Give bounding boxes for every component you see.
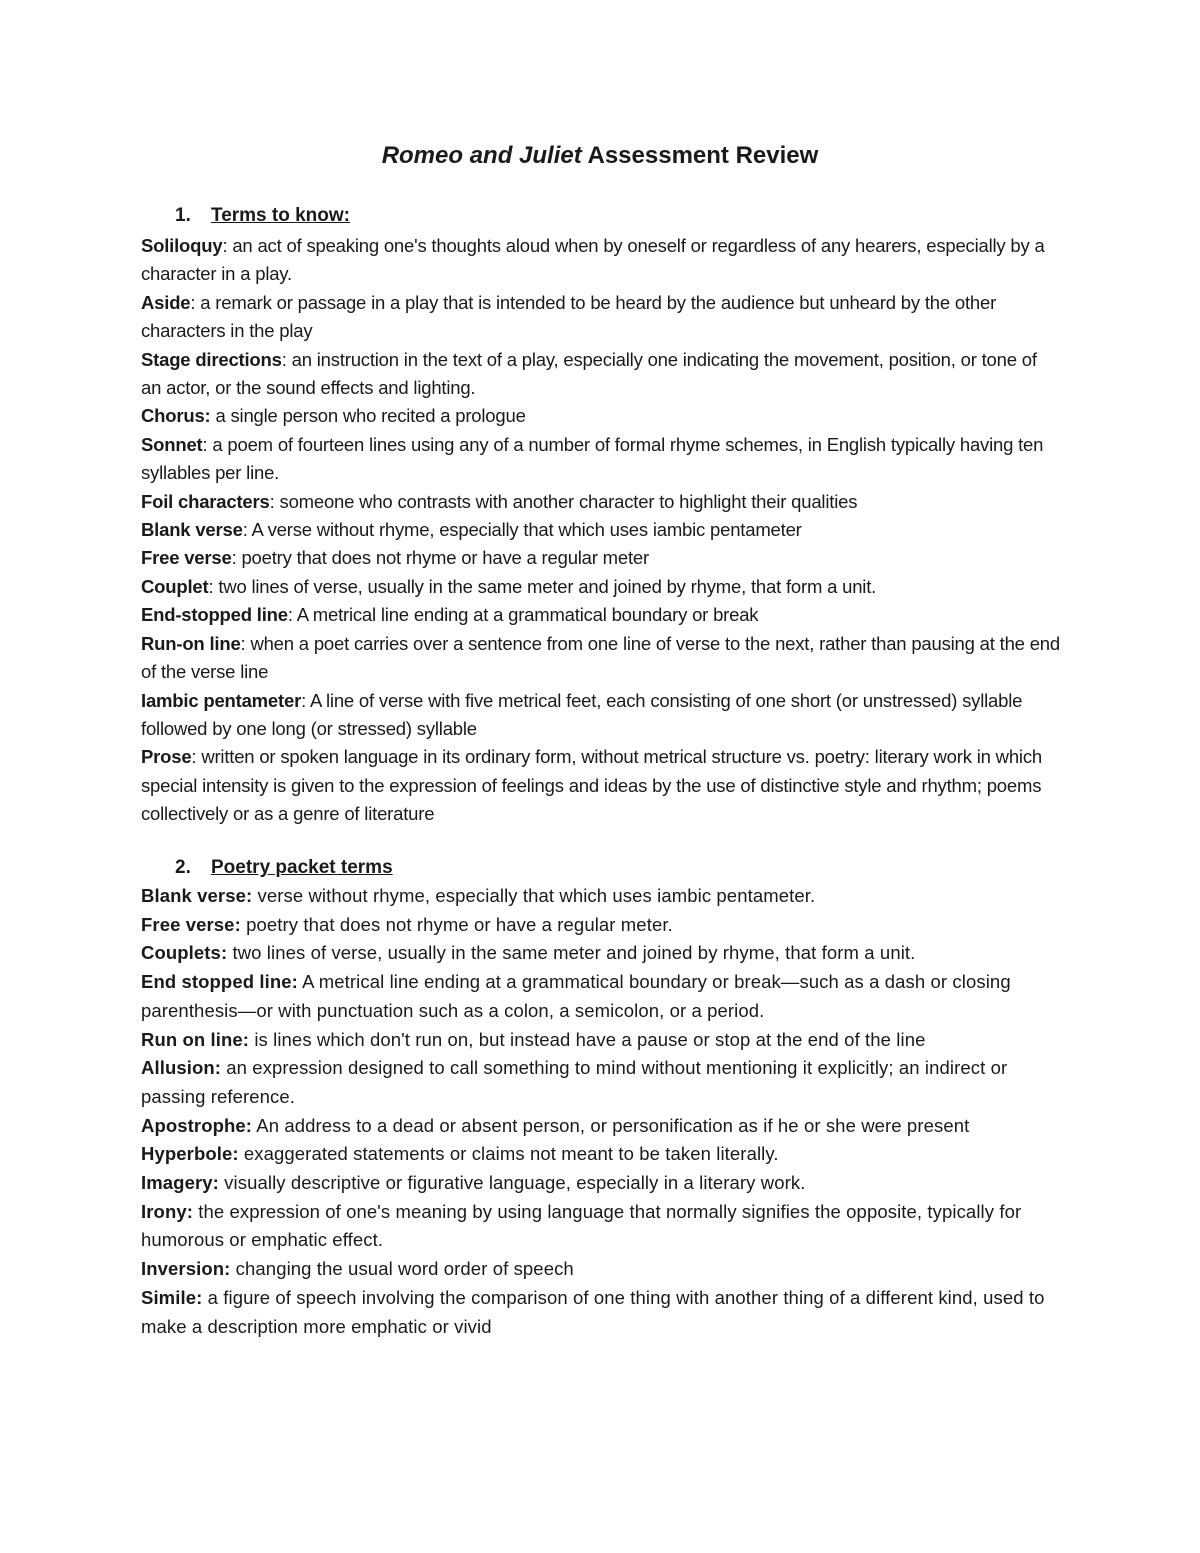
term-entry [141,1198,1061,1255]
term-definition: visually descriptive or figurative language, especially in a literary work. [224,1172,806,1194]
term-definition: A verse without rhyme, especially that which uses iambic pentameter [251,519,802,541]
section-1-label: Terms to know: [211,205,350,226]
term-entry [141,544,1061,572]
term-name: Inversion: [141,1258,231,1280]
term-definition: two lines of verse, usually in the same meter and joined by rhyme, that form a unit. [218,575,877,597]
title-italic: Romeo and Juliet [381,142,582,169]
section-1-heading [175,202,350,230]
term-name: Blank verse [141,519,243,541]
term-name: End-stopped line [141,604,288,626]
term-entry [141,431,1061,488]
title-rest: Assessment Review [581,142,819,169]
term-definition: exaggerated statements or claims not meant to be taken literally. [243,1143,779,1165]
section-2-number: 2. [175,857,191,878]
term-separator: : [222,235,233,256]
term-entry [141,1255,1061,1284]
term-name: Iambic pentameter [141,689,302,711]
term-separator: : [269,490,280,512]
term-separator: : [242,519,252,541]
term-definition: a figure of speech involving the comparison of one thing with another thing of a different kind, used to make a description more emphatic or vivid [141,1286,1045,1337]
term-name: Prose [141,746,192,768]
term-definition: A metrical line ending at a grammatical boundary or break [296,604,759,626]
term-name: End stopped line: [141,971,298,993]
term-entry [141,488,1061,516]
term-name: Run on line: [141,1028,250,1050]
section-2-heading [175,854,393,882]
term-entry [141,289,1061,346]
term-definition: a remark or passage in a play that is intended to be heard by the audience but unheard by the other characters in the play [141,291,997,342]
term-entry [141,346,1061,403]
term-definition: verse without rhyme, especially that which uses iambic pentameter. [257,885,816,906]
term-definition: the expression of one's meaning by using language that normally signifies the opposite, typically for humorous or emphatic effect. [141,1200,1022,1251]
term-definition: changing the usual word order of speech [235,1258,574,1280]
term-name: Hyperbole: [141,1143,239,1165]
term-separator: : [191,746,202,768]
term-definition: when a poet carries over a sentence from one line of verse to the next, rather than pausing at the end of the verse line [141,632,1060,683]
term-entry [141,1140,1061,1169]
term-name: Irony: [141,1200,193,1222]
term-definition: two lines of verse, usually in the same meter and joined by rhyme, that form a unit. [232,942,916,964]
term-name: Soliloquy [141,235,223,256]
term-separator: : [240,632,251,654]
term-entry [141,1026,1061,1055]
term-definition: poetry that does not rhyme or have a regular meter. [246,913,673,935]
term-definition: an act of speaking one's thoughts aloud when by oneself or regardless of any hearers, especially by a character in a play. [141,235,1045,285]
term-name: Stage directions [141,348,282,370]
term-definition: someone who contrasts with another character to highlight their qualities [279,490,858,512]
term-entry [141,968,1061,1025]
poetry-packet-terms-list [141,882,1061,1341]
term-entry [141,573,1061,601]
term-separator: : [208,575,219,597]
term-separator: : [287,604,297,626]
term-entry [141,1112,1061,1141]
term-entry [141,630,1061,687]
term-definition: poetry that does not rhyme or have a regular meter [241,547,649,569]
term-entry [141,402,1061,430]
term-entry [141,516,1061,544]
term-definition: a single person who recited a prologue [215,405,526,427]
term-definition: an instruction in the text of a play, especially one indicating the movement, position, or tone of an actor, or the sound effects and lighting. [141,348,1037,399]
term-definition: written or spoken language in its ordinary form, without metrical structure vs. poetry: literary work in which special intensity is given to the expression of feelings and ideas by the use of distinctive style and rhythm; poems collectively or as a genre of literature [141,746,1042,825]
term-definition: An address to a dead or absent person, or personification as if he or she were present [256,1114,970,1136]
terms-to-know-list [141,232,1061,829]
term-entry [141,1284,1061,1341]
term-entry [141,882,1061,911]
page-title [0,140,1200,172]
term-separator: : [301,689,310,711]
term-separator: : [202,433,213,455]
term-definition: A metrical line ending at a grammatical boundary or break—such as a dash or closing parenthesis—or with punctuation such as a colon, a semicolon, or a period. [141,971,1011,1021]
term-entry [141,1169,1061,1198]
term-separator: : [231,547,242,569]
term-name: Couplet [141,575,209,597]
term-name: Free verse [141,547,232,569]
term-definition: a poem of fourteen lines using any of a number of formal rhyme schemes, in English typically having ten syllables per line. [141,433,1044,484]
term-name: Couplets: [141,942,228,964]
term-name: Apostrophe: [141,1114,253,1136]
term-entry [141,232,1061,289]
term-separator: : [281,348,292,370]
term-entry [141,1054,1061,1111]
term-name: Chorus: [141,405,211,427]
term-entry [141,911,1061,940]
term-definition: an expression designed to call something to mind without mentioning it explicitly; an indirect or passing reference. [141,1057,1008,1107]
term-entry [141,601,1061,629]
term-name: Allusion: [141,1057,222,1079]
term-name: Imagery: [141,1172,219,1194]
term-definition: is lines which don't run on, but instead have a pause or stop at the end of the line [254,1028,926,1050]
term-name: Blank verse: [141,885,253,906]
term-entry [141,939,1061,968]
term-name: Foil characters [141,490,270,512]
term-name: Run-on line [141,632,241,654]
section-1-number: 1. [175,205,191,226]
term-definition: A line of verse with five metrical feet, each consisting of one short (or unstressed) syllable followed by one long (or stressed) syllable [141,689,1023,739]
term-entry [141,743,1061,828]
term-name: Free verse: [141,913,241,935]
term-entry [141,687,1061,744]
section-2-label: Poetry packet terms [211,857,393,878]
term-name: Simile: [141,1286,203,1308]
term-name: Sonnet [141,433,203,455]
term-name: Aside [141,291,191,313]
term-separator: : [190,291,201,313]
